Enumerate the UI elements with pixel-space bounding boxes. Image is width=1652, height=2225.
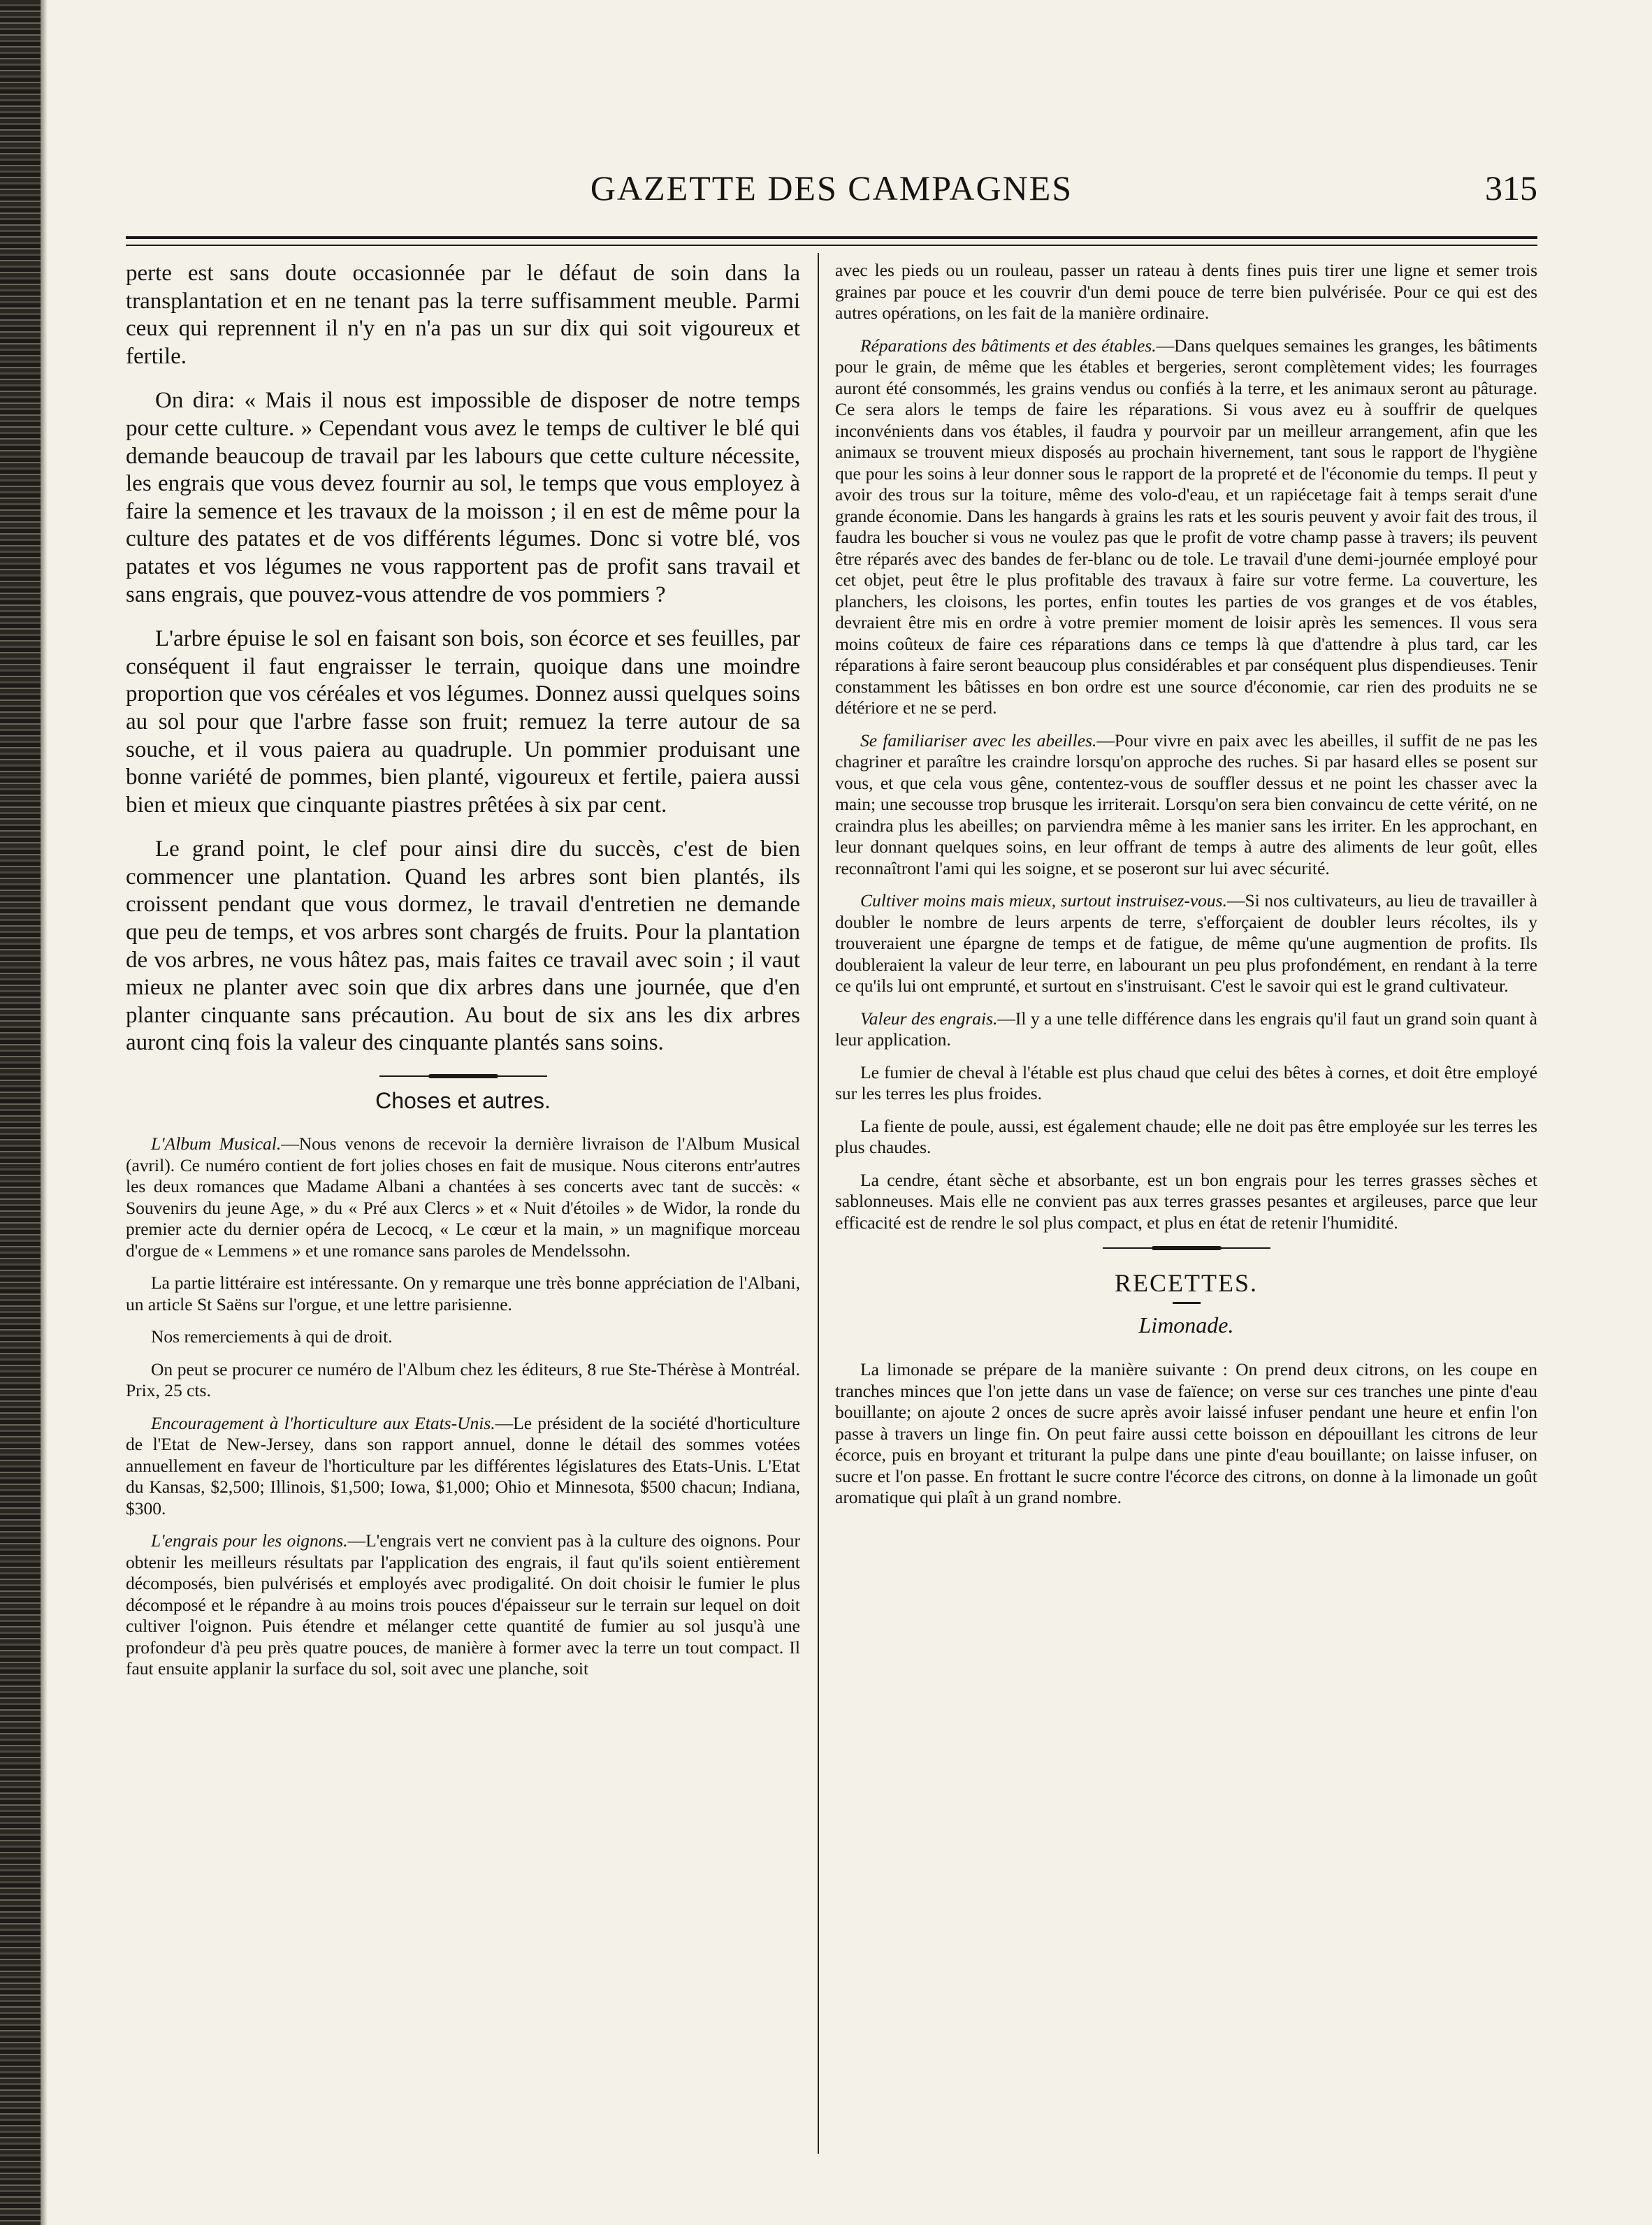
news-item <box>126 1133 800 1261</box>
header-rule-thin <box>126 245 1537 246</box>
section-separator <box>379 1074 547 1078</box>
article-paragraph: perte est sans doute occasionnée par le défaut de soin dans la transplantation et en ne tenant pas la terre suffisamment meuble. Parmi ceux qui reprennent il n'y en n'a pas un sur dix qui soit vigoureux et fertile. <box>126 261 800 369</box>
news-item-text: —Pour vivre en paix avec les abeilles, il suffit de ne pas les chagriner et paraître les craindre lorsqu'on approche des ruches. Si par hasard elles se posent sur vous, et que cela vous gêne, contentez-vous de souffler dessus et ne point les chasser avec la main; une secousse trop brusque les irriterait. Lorsqu'on sera bien convaincu de cette vérité, on ne craindra plus les abeilles; on parviendra même à les manier sans les irriter. En les approchant, en leur donnant quelques soins, en leur offrant de temps à autre des aliments de leur goût, elles reconnaîtront l'ami qui les soigne, et se poseront sur lui avec sécurité. <box>835 730 1537 878</box>
article-paragraph: L'arbre épuise le sol en faisant son bois, son écorce et ses feuilles, par conséquent il faut engraisser le terrain, quoique dans une moindre proportion que vos céréales et vos légumes. Donnez aussi quelques soins au sol pour que l'arbre fasse son fruit; remuez la terre autour de sa souche, et il vous paiera au quadruple. Un pommier produisant une bonne variété de pommes, bien planté, vigoureux et fertile, paiera aussi bien et mieux que cinquante piastres prêtées à six par cent. <box>126 626 800 818</box>
news-item-text: Le fumier de cheval à l'étable est plus chaud que celui des bêtes à cornes, et doit être employé sur les terres les plus froides. <box>835 1061 1537 1103</box>
page-number: 315 <box>1485 168 1537 208</box>
right-column <box>835 260 1537 2147</box>
news-item-text: La fiente de poule, aussi, est également chaude; elle ne doit pas être employée sur les terres les plus chaudes. <box>835 1115 1537 1157</box>
news-item-lead: Se familiariser avec les abeilles. <box>860 730 1097 751</box>
news-item <box>835 1170 1537 1234</box>
article-continuation <box>126 260 800 1057</box>
news-item <box>835 260 1537 324</box>
binding-gutter <box>0 0 41 2225</box>
article-paragraph: Le grand point, le clef pour ainsi dire du succès, c'est de bien commencer une plantation. Quand les arbres sont bien plantés, ils croissent pendant que vous dormez, le travail d'entretien ne demande que peu de temps, et vos arbres sont chargés de fruits. Pour la plantation de vos arbres, ne vous hâtez pas, mais faites ce travail avec soin ; il vaut mieux ne planter avec soin que dix arbres dans une journée, que d'en planter cinquante sans précaution. Au bout de six ans les dix arbres auront cinq fois la valeur des cinquante plantés sans soins. <box>126 836 800 1056</box>
news-item <box>126 1326 800 1348</box>
recettes-heading: RECETTES. <box>1115 1269 1258 1297</box>
news-item-lead: Valeur des engrais. <box>860 1008 998 1029</box>
recipe-title: Limonade. <box>1138 1312 1234 1338</box>
news-item-lead: L'engrais pour les oignons. <box>151 1530 348 1551</box>
news-item <box>835 335 1537 719</box>
news-item-lead: Encouragement à l'horticulture aux Etats-Unis. <box>151 1412 495 1433</box>
news-item <box>835 1062 1537 1105</box>
news-item <box>126 1273 800 1315</box>
news-items <box>126 1133 800 1680</box>
news-item-text: —Si nos cultivateurs, au lieu de travailler à doubler le nombre de leurs arpents de terre, s'efforçaient de doubler leurs récoltes, ils y trouveraient une épargne de temps et de fatigue, de même qu'une augmention de profits. Ils doubleraient la valeur de leur terre, en labourant un peu plus profondément, en rendant à la terre ce qu'ils lui ont emprunté, et surtout en s'instruisant. C'est le savoir qui est le grand cultivateur. <box>835 890 1537 996</box>
news-item-text: La partie littéraire est intéressante. On y remarque une très bonne appréciation de l'Albani, un article St Saëns sur l'orgue, et une lettre parisienne. <box>126 1273 800 1314</box>
header-rule <box>126 236 1537 239</box>
news-item-text: —Il y a une telle différence dans les engrais qu'il faut un grand soin quant à leur application. <box>835 1008 1537 1050</box>
section-separator <box>1103 1246 1270 1250</box>
news-item <box>126 1530 800 1680</box>
news-item-text: —Nous venons de recevoir la dernière livraison de l'Album Musical (avril). Ce numéro contient de fort jolies choses en fait de musique. Nous citerons entr'autres les deux romances que Madame Albani a chantées à ses concerts avec tant de succès: « Souvenirs du jeune Age, » du « Pré aux Clercs » et « Nuit d'étoiles » de Widor, la ronde du premier acte du dernier opéra de Lecocq, « Le cœur et la main, » un magnifique morceau d'orgue de « Lemmens » et une romance sans paroles de Mendelssohn. <box>126 1133 800 1261</box>
heading-dash <box>1173 1302 1201 1304</box>
left-column <box>126 260 800 2147</box>
news-item <box>835 1008 1537 1051</box>
news-item-lead: Réparations des bâtiments et des étables. <box>860 335 1157 356</box>
news-item-text: —Le président de la société d'horticulture de l'Etat de New-Jersey, dans son rapport annuel, donne le détail des sommes votées annuellement en faveur de l'horticulture par les différentes législatures des Etats-Unis. L'Etat du Kansas, $2,500; Illinois, $1,500; Iowa, $1,000; Ohio et Minnesota, $500 chacun; Indiana, $300. <box>126 1412 800 1519</box>
news-item <box>126 1359 800 1402</box>
news-item-lead: L'Album Musical. <box>151 1133 282 1154</box>
news-item-text: On peut se procurer ce numéro de l'Album chez les éditeurs, 8 rue Ste-Thérèse à Montréal. Prix, 25 cts. <box>126 1358 800 1401</box>
news-item-text: —Dans quelques semaines les granges, les bâtiments pour le grain, de même que les étables et bergeries, seront complètement vides; les fourrages auront été consommés, les grains vendus ou confiés à la terre, et les animaux seront au pâturage. Ce sera alors le temps de faire les réparations. Si vous avez eu à souffrir de quelques inconvénients dans vos étables, il faudra y pourvoir par un meilleur arrangement, afin que les animaux se trouvent mieux disposés au prochain hivernement, tant sous le rapport de l'hygiène que pour les soins à leur donner sous le rapport de la propreté et de l'économie du temps. Il peut y avoir des trous sur la toiture, même des volo-d'eau, et un rapiécetage fait à temps serait d'une grande économie. Dans les hangards à grains les rats et les souris peuvent y avoir fait des trous, il faudra les boucher si vous ne voulez pas que le profit de votre champ passe à travers; ils peuvent être réparés avec des bandes de fer-blanc ou de tole. Le travail d'une demi-journée employé pour cet objet, peut être le plus profitable des travaux à faire sur votre ferme. La couverture, les planchers, les cloisons, les portes, enfin toutes les parties de vos granges et de vos étables, devraient être mis en ordre à votre premier moment de loisir après les semences. Il vous sera moins coûteux de faire ces réparations dans ce temps là que d'attendre à plus tard, car les réparations à faire seront beaucoup plus considérables et par conséquent plus dispendieuses. Tenir constamment les bâtisses en bon ordre est une source d'économie, car rien des produits ne se détériore et ne se perd. <box>835 335 1537 718</box>
recipe-text: La limonade se prépare de la manière suivante : On prend deux citrons, on les coupe en tranches minces que l'on jette dans un vase de faïence; on verse sur ces tranches une pinte d'eau bouillante; on ajoute 2 onces de sucre après avoir laissé infuser pendant une heure et enfin l'on passe à travers un linge fin. On peut faire aussi cette boisson en dépouillant les citrons de leur écorce, puis en broyant et triturant la pulpe dans une pinte d'eau bouillante; on laisse infuser, on sucre et l'on passe. En frottant le sucre contre l'écorce des citrons, on donne à la limonade un goût aromatique qui plaît à un grand nombre. <box>835 1359 1537 1507</box>
news-item <box>835 890 1537 997</box>
news-item-text: Nos remerciements à qui de droit. <box>151 1326 393 1347</box>
journal-title: GAZETTE DES CAMPAGNES <box>590 168 1073 208</box>
news-item-text: avec les pieds ou un rouleau, passer un rateau à dents fines puis tirer une ligne et semer trois graines par pouce et les couvrir d'un demi pouce de terre bien pulvérisée. Pour ce qui est des autres opérations, on les fait de la manière ordinaire. <box>835 260 1537 323</box>
masthead <box>126 168 1537 217</box>
binding-shadow <box>41 0 48 2225</box>
column-divider <box>818 253 819 2154</box>
article-paragraph: On dira: « Mais il nous est impossible de disposer de notre temps pour cette culture. » Cependant vous avez le temps de cultiver le blé qui demande beaucoup de travail par les labours que cette culture nécessite, les engrais que vous devez fournir au sol, le temps que vous employez à faire la semence et les travaux de la moisson ; il en est de même pour la culture des patates et de vos différents légumes. Donc si votre blé, vos patates et vos légumes ne vous rapportent pas de profit sans travail et sans engrais, que pouvez-vous attendre de vos pommiers ? <box>126 388 800 607</box>
news-item <box>126 1413 800 1520</box>
section-heading: Choses et autres. <box>375 1088 551 1114</box>
news-item-text: La cendre, étant sèche et absorbante, est un bon engrais pour les terres grasses sèches et sablonneuses. Mais elle ne convient pas aux terres grasses pesantes et argileuses, parce que leur efficacité est de rendre le sol plus compact, et plus en état de retenir l'humidité. <box>835 1169 1537 1233</box>
news-item-text: —L'engrais vert ne convient pas à la culture des oignons. Pour obtenir les meilleurs résultats par l'application des engrais, il faut qu'ils soient entièrement décomposés, bien pulvérisés et employés avec prodigalité. On doit choisir le fumier le plus décomposé et le répandre à au moins trois pouces d'épaisseur sur le terrain sur lequel on doit cultiver l'oignon. Puis étendre et mélanger cette quantité de fumier au sol jusqu'à une profondeur d'à peu près quatre pouces, de manière à former avec la terre un tout compact. Il faut ensuite applanir la surface du sol, soit avec une planche, soit <box>126 1530 800 1679</box>
news-item <box>835 730 1537 880</box>
news-item-lead: Cultiver moins mais mieux, surtout instruisez-vous. <box>860 890 1227 911</box>
news-item <box>835 1116 1537 1159</box>
